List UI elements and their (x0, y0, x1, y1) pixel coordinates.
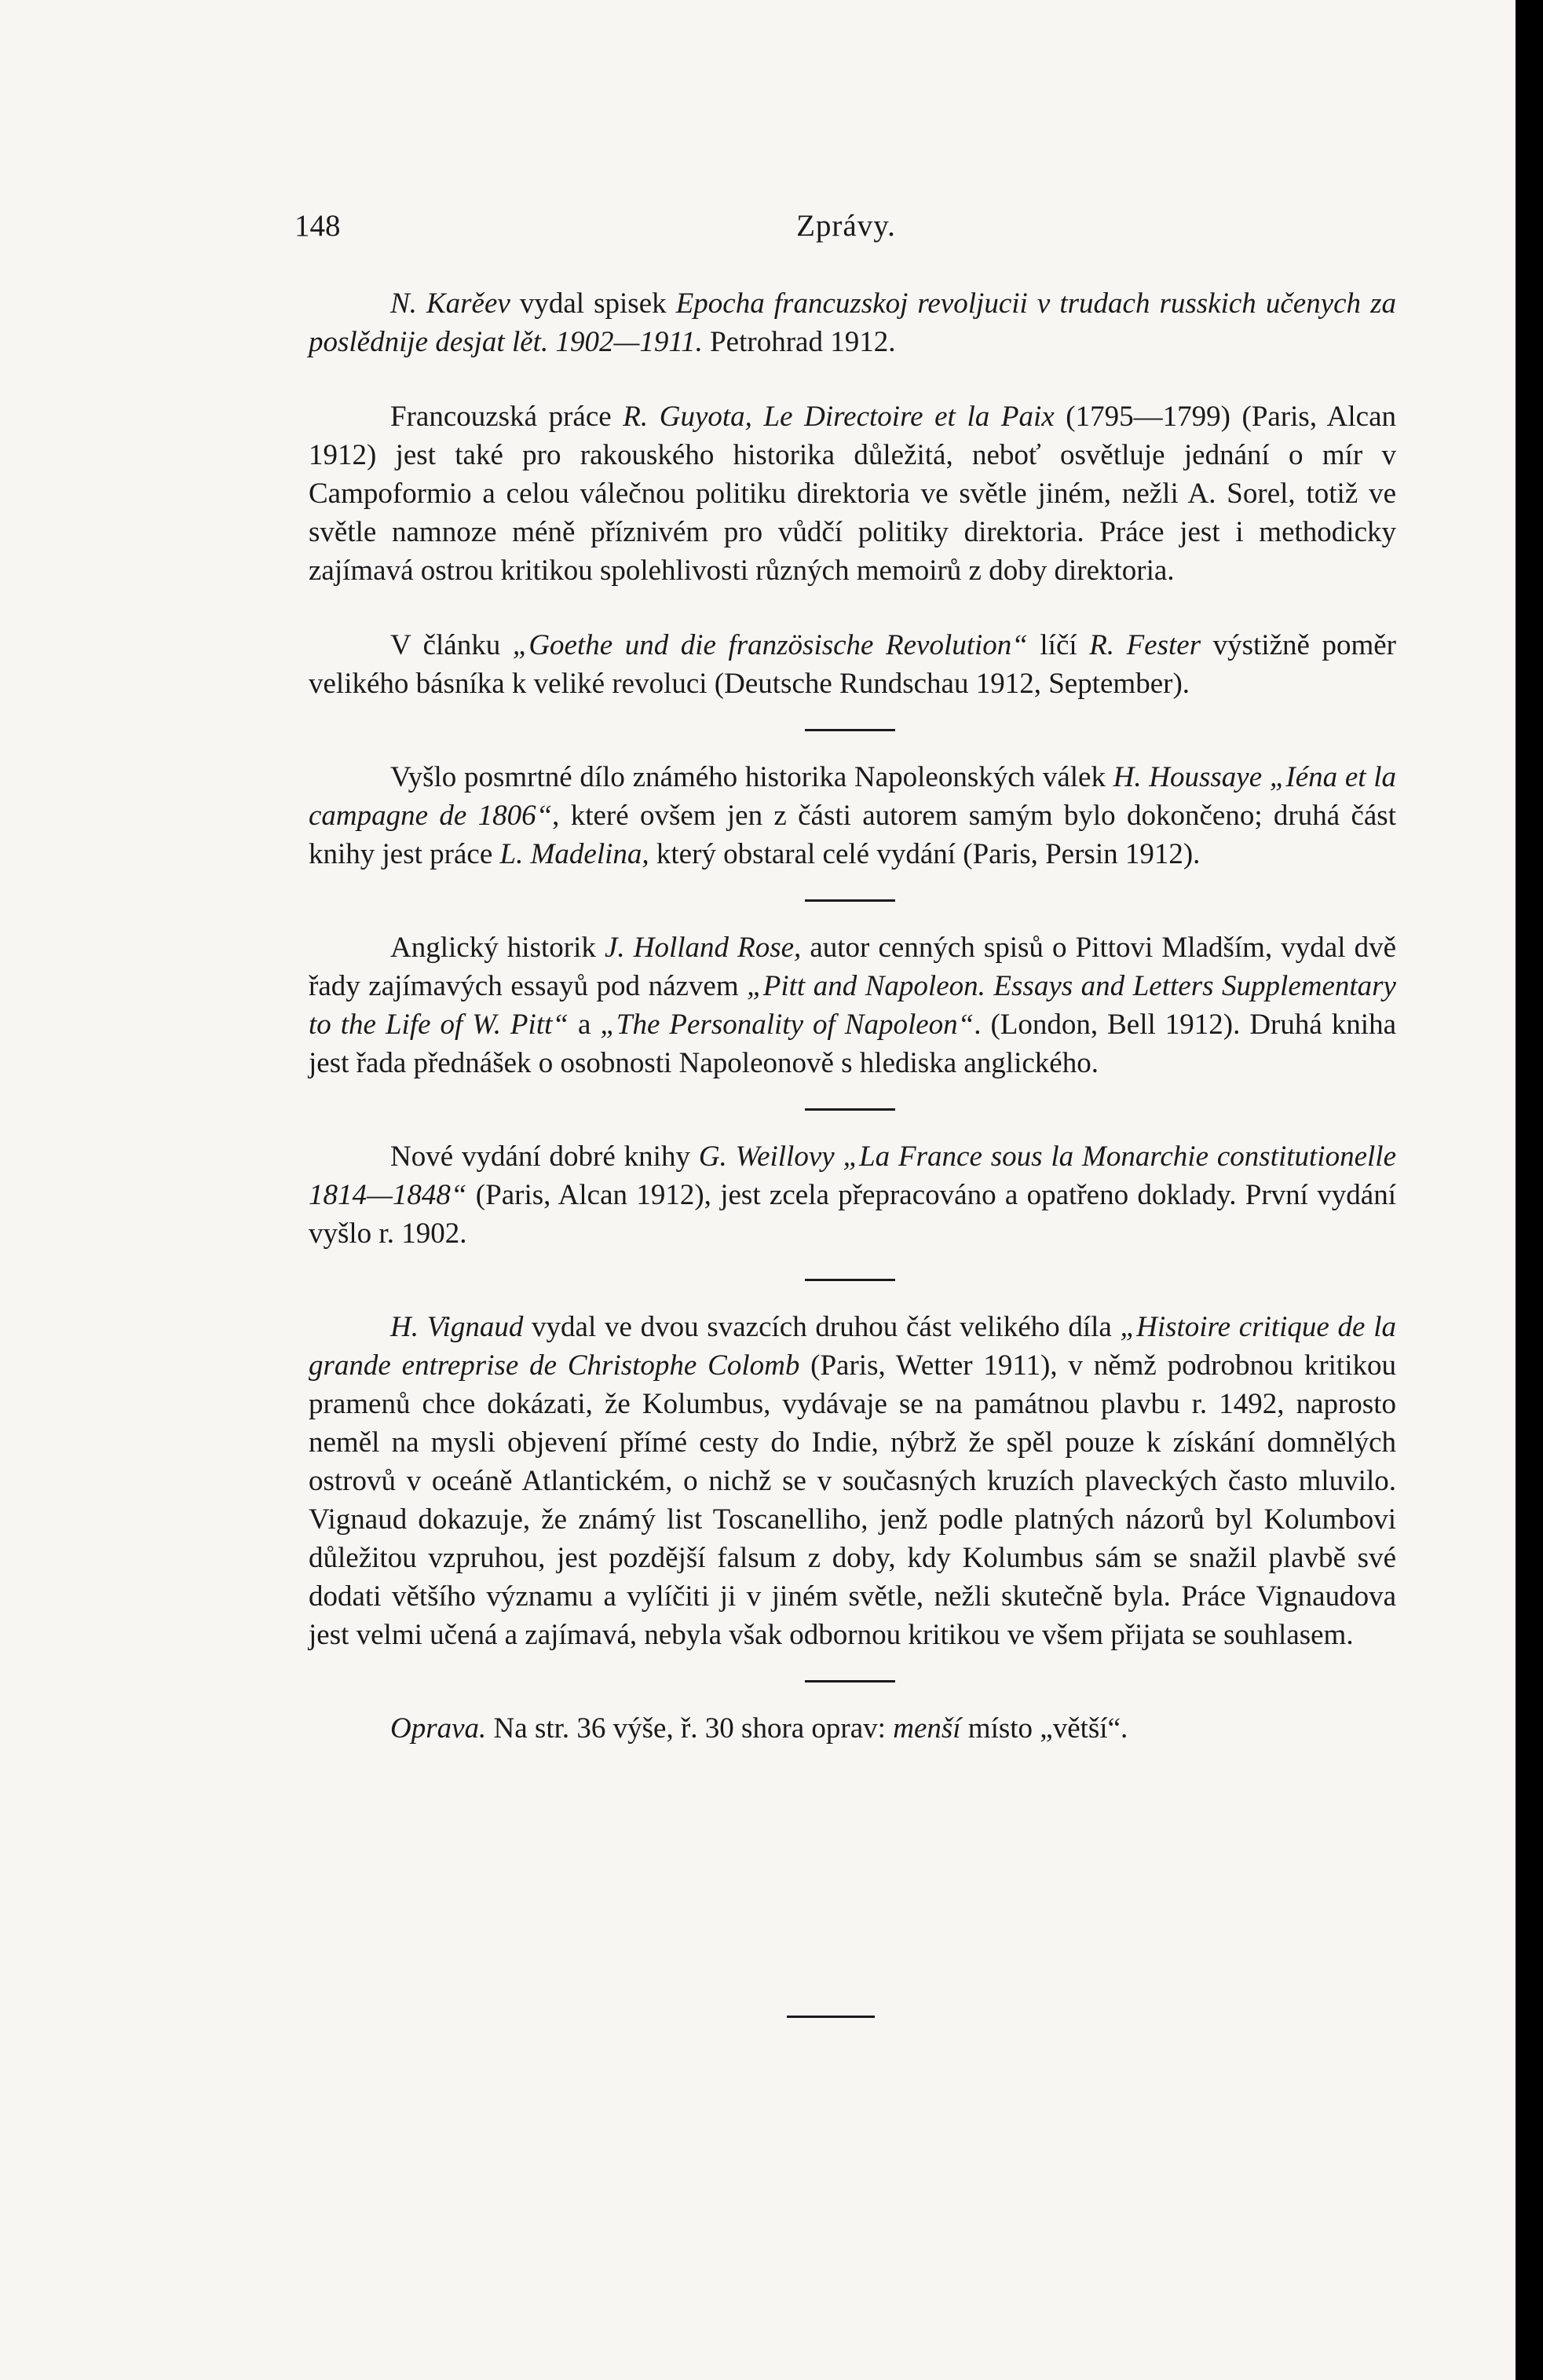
paragraph-guyot: Francouzská práce R. Guyota, Le Directoire et la Paix (1795—1799) (Paris, Alcan 1912) jest také pro rakouského historika důležitá, neboť osvětluje jednání o mír v Campoformio a celou válečnou politiku direktoria ve světle jiném, nežli A. Sorel, totiž ve světle namnoze méně příznivém pro vůdčí politiky direktoria. Práce jest i methodicky zajímavá ostrou kritikou spolehlivosti různých memoirů z doby direktoria. (309, 401, 1396, 587)
divider-rule (805, 729, 895, 731)
author-name: L. Madelina, (499, 838, 649, 870)
book-title: H. Houssaye „Iéna et la campagne de 1806“ (309, 761, 1396, 832)
page-header (294, 208, 1398, 255)
article-title: „Goethe und die französische Revolution“ (512, 629, 1028, 661)
text-column (309, 284, 1396, 1748)
divider-rule (805, 1279, 895, 1281)
scan-edge (1516, 0, 1543, 2380)
paragraph-gap (309, 361, 1396, 397)
paragraph-kareev: N. Karěev vydal spisek Epocha francuzskoj revoljucii v trudach russkich učenych za poslědnije desjat lět. 1902—1911. Petrohrad 1912. (309, 287, 1396, 358)
paragraph-correction: Oprava. Na str. 36 výše, ř. 30 shora oprav: menší místo „větší“. (390, 1712, 1128, 1745)
closing-rule (787, 2016, 875, 2018)
corrected-word: menší (893, 1712, 961, 1745)
book-title: „The Personality of Napoleon“ (600, 1009, 974, 1041)
paragraph-rose: Anglický historik J. Holland Rose, autor cenných spisů o Pittovi Mladším, vydal dvě řady zajímavých essayů pod názvem „Pitt and Napoleon. Essays and Letters Supplementary to the Life of W. Pitt“ a „The Personality of Napoleon“. (London, Bell 1912). Druhá kniha jest řada přednášek o osobnosti Napoleonově s hlediska anglického. (309, 932, 1397, 1079)
book-title: R. Guyota, Le Directoire et la Paix (623, 401, 1055, 433)
section-divider (309, 873, 1396, 928)
section-divider (309, 703, 1396, 758)
divider-rule (805, 899, 895, 902)
section-divider (309, 1082, 1396, 1137)
section-divider (309, 1253, 1396, 1308)
paragraph-fester: V článku „Goethe und die französische Revolution“ líčí R. Fester výstižně poměr velikého básníka k veliké revoluci (Deutsche Rundschau 1912, September). (309, 629, 1396, 700)
page-number: 148 (294, 209, 341, 243)
section-divider (309, 1654, 1396, 1709)
author-name: R. Fester (1089, 629, 1201, 661)
author-name: N. Karěev (390, 287, 510, 320)
book-title: „Histoire critique de la grande entreprise de Christophe Colomb (309, 1311, 1396, 1382)
divider-rule (805, 1108, 895, 1111)
paragraph-weill: Nové vydání dobré knihy G. Weillovy „La France sous la Monarchie constitutionelle 1814—1848“ (Paris, Alcan 1912), jest zcela přepracováno a opatřeno doklady. První vydání vyšlo r. 1902. (309, 1141, 1396, 1250)
running-head: Zprávy. (796, 209, 896, 243)
book-title: „Pitt and Napoleon. Essays and Letters Supplementary to the Life of W. Pitt“ (309, 970, 1396, 1041)
correction-label: Oprava. (390, 1712, 487, 1745)
author-name: J. Holland Rose, (604, 932, 802, 964)
book-title: G. Weillovy „La France sous la Monarchie constitutionelle 1814—1848“ (309, 1141, 1396, 1211)
author-name: H. Vignaud (390, 1311, 524, 1343)
paragraph-houssaye: Vyšlo posmrtné dílo známého historika Napoleonských válek H. Houssaye „Iéna et la campagne de 1806“, které ovšem jen z části autorem samým bylo dokončeno; druhá část knihy jest práce L. Madelina, který obstaral celé vydání (Paris, Persin 1912). (309, 761, 1396, 870)
book-title: Epocha francuzskoj revoljucii v trudach russkich učenych za poslědnije desjat lět. 1902—1911. (309, 287, 1396, 358)
paragraph-vignaud: H. Vignaud vydal ve dvou svazcích druhou část velikého díla „Histoire critique de la grande entreprise de Christophe Colomb (Paris, Wetter 1911), v němž podrobnou kritikou pramenů chce dokázati, že Kolumbus, vydávaje se na památnou plavbu r. 1492, naprosto neměl na mysli objevení přímé cesty do Indie, nýbrž že spěl pouze k získání domnělých ostrovů v oceáně Atlantickém, o nichž se v současných kruzích plaveckých často mluvilo. Vignaud dokazuje, že známý list Toscanelliho, jenž podle platných názorů byl Kolumbovi důležitou vzpruhou, jest pozdější falsum z doby, kdy Kolumbus sám se snažil plavbě své dodati většího významu a vylíčiti ji v jiném světle, nežli skutečně byla. Práce Vignaudova jest velmi učená a zajímavá, nebyla však odbornou kritikou ve všem přijata se souhlasem. (309, 1311, 1396, 1651)
divider-rule (805, 1680, 895, 1682)
paragraph-gap (309, 590, 1396, 626)
